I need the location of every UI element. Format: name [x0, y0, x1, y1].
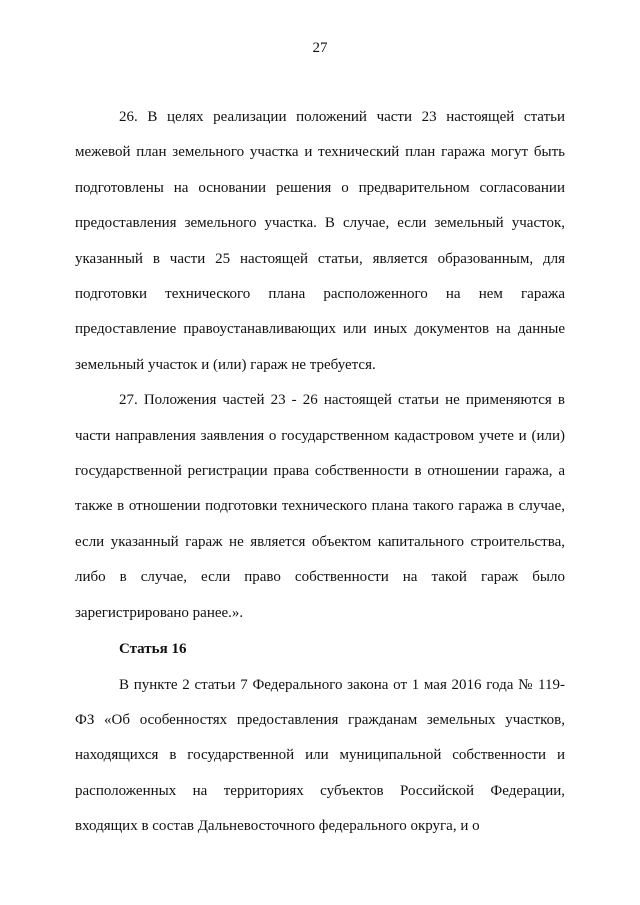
article-16-paragraph: В пункте 2 статьи 7 Федерального закона от 1 мая 2016 года № 119-ФЗ «Об особенностях предоставления гражданам земельных участков, находящихся в государственной или муниципальной собственности и расположенных на территориях субъектов Российской Федерации, входящих в состав Дальневосточного федерального округа, и о [75, 676, 565, 835]
article-16-heading: Статья 16 [119, 641, 187, 658]
paragraph-27: 27. Положения частей 23 - 26 настоящей статьи не применяются в части направления заявления о государственном кадастровом учете и (или) государственной регистрации права собственности в отношении гаража, а также в отношении подготовки технического плана такого гаража в случае, если указанный гараж не является объектом капитального строительства, либо в случае, если право собственности на такой гараж было зарегистрировано ранее.». [75, 392, 565, 621]
page-number: 27 [312, 40, 328, 56]
paragraph-26: 26. В целях реализации положений части 23 настоящей статьи межевой план земельного участка и технический план гаража могут быть подготовлены на основании решения о предварительном согласовании предоставления земельного участка. В случае, если земельный участок, указанный в части 25 настоящей статьи, является образованным, для подготовки технического плана расположенного на нем гаража предоставление правоустанавливающих или иных документов на данные земельный участок и (или) гараж не требуется. [75, 109, 565, 373]
document-body [75, 100, 565, 845]
